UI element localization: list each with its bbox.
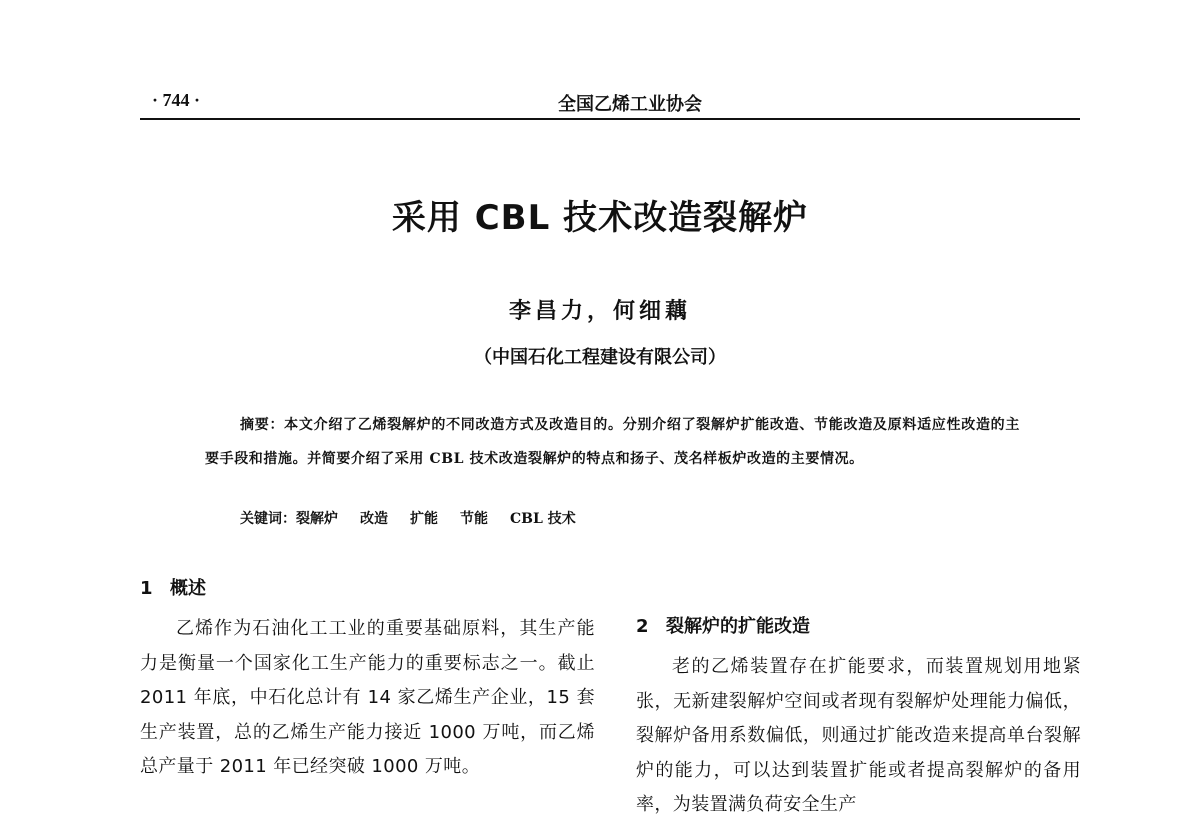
section-number: 2 (636, 616, 649, 637)
section-heading (636, 610, 1081, 644)
keyword: 扩能 (410, 511, 438, 527)
section-paragraph: 乙烯作为石油化工工业的重要基础原料，其生产能力是衡量一个国家化工生产能力的重要标志之一。截止 2011 年底，中石化总计有 14 家乙烯生产企业，15 套生产装置，总的乙烯生产能力接近 1000 万吨，而乙烯总产量于 2011 年已经突破 1000 万吨。 (140, 618, 595, 777)
header-rule (140, 118, 1080, 120)
section-paragraph: 老的乙烯装置存在扩能要求，而装置规划用地紧张，无新建裂解炉空间或者现有裂解炉处理能力偏低，裂解炉备用系数偏低，则通过扩能改造来提高单台裂解炉的能力，可以达到装置扩能或者提高裂解炉的备用率，为装置满负荷安全生产 (636, 656, 1081, 815)
journal-name: 全国乙烯工业协会 (558, 94, 702, 115)
keywords (240, 508, 598, 528)
abstract (205, 408, 1020, 476)
right-column (636, 610, 1081, 823)
paper-title: 采用 CBL 技术改造裂解炉 (391, 198, 809, 238)
section-title: 概述 (170, 578, 206, 599)
left-column (140, 572, 595, 785)
section-number: 1 (140, 578, 153, 599)
affiliation: （中国石化工程建设有限公司） (474, 347, 726, 368)
page-number: · 744 · (152, 90, 201, 110)
keyword: 裂解炉 (296, 511, 338, 527)
section-title: 裂解炉的扩能改造 (666, 616, 810, 637)
abstract-label: 摘要： (240, 417, 285, 433)
keyword: CBL 技术 (510, 511, 576, 527)
keyword: 节能 (460, 511, 488, 527)
keywords-label: 关键词： (240, 511, 296, 527)
section-heading (140, 572, 595, 606)
abstract-text: 本文介绍了乙烯裂解炉的不同改造方式及改造目的。分别介绍了裂解炉扩能改造、节能改造及原料适应性改造的主要手段和措施。并简要介绍了采用 CBL 技术改造裂解炉的特点和扬子、茂名样板炉改造的主要情况。 (205, 417, 1020, 467)
keyword: 改造 (360, 511, 388, 527)
authors: 李昌力，何细藕 (508, 298, 691, 324)
